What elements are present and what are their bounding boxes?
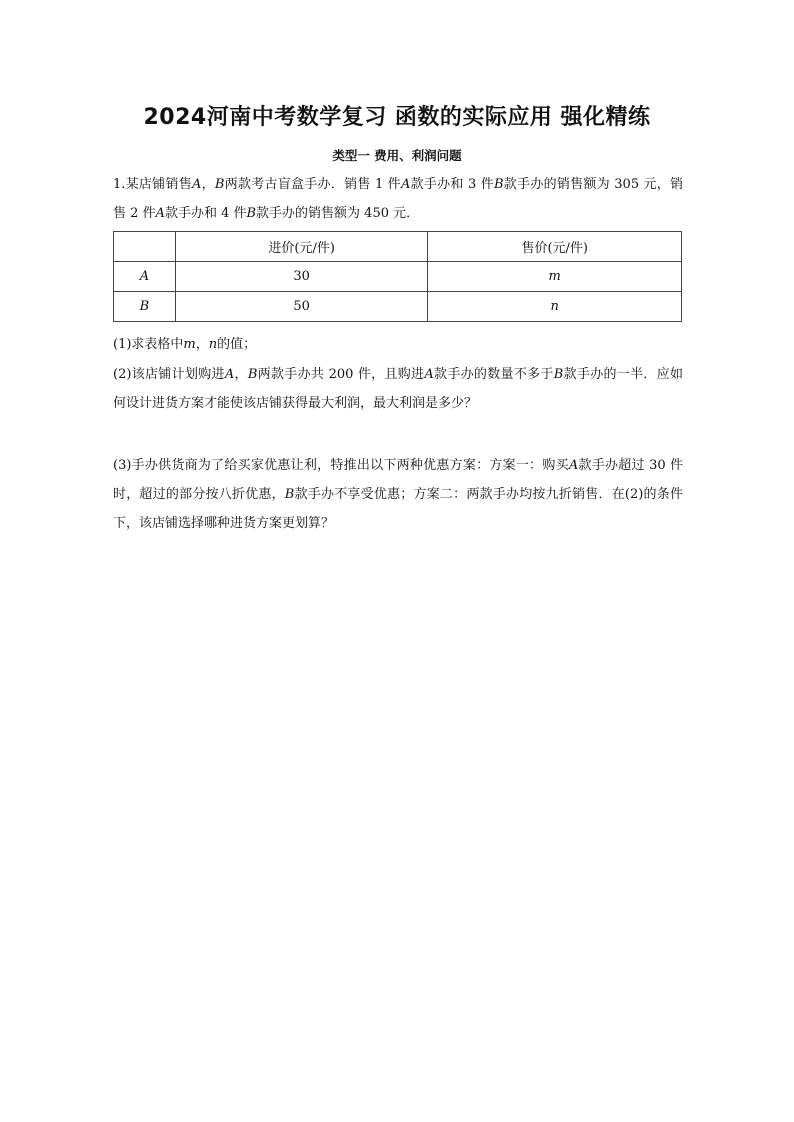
q2-text: 两款手办共 200 件，且购进 [257, 367, 425, 382]
q1-text: (1)求表格中 [113, 337, 184, 352]
variable-a: A [424, 367, 434, 382]
problem-intro [113, 170, 683, 228]
variable-b: B [284, 487, 295, 502]
row-label: B [114, 292, 176, 322]
cost-cell: 30 [175, 262, 428, 292]
q2-text: ， [234, 367, 248, 382]
row-label: A [114, 262, 176, 292]
table-row [114, 262, 682, 292]
variable-b: B [246, 206, 257, 221]
variable-b: B [214, 177, 225, 192]
q3-text: 款手办超过 30 件时，超过的部分按八折优惠， [113, 458, 684, 502]
price-cell: n [428, 292, 682, 322]
variable-n: n [208, 337, 218, 352]
q1-text: ， [195, 337, 209, 352]
question-3 [113, 451, 683, 538]
variable-a: A [568, 458, 579, 473]
q1-text: 的值； [217, 337, 257, 352]
intro-text: 款手办的销售额为 450 元． [256, 206, 420, 221]
price-table [113, 231, 682, 322]
variable-b: B [247, 367, 258, 382]
variable-m: m [183, 337, 196, 352]
question-1 [113, 330, 683, 359]
q2-text: 款手办的数量不多于 [433, 367, 554, 382]
section-heading: 类型一 费用、利润问题 [332, 148, 462, 163]
variable-a: A [155, 206, 165, 221]
intro-text: ， [201, 177, 215, 192]
intro-text: 两款考古盲盒手办．销售 1 件 [224, 177, 401, 192]
price-cell: m [428, 262, 682, 292]
q3-text: 款手办不享受优惠；方案二：两款手办均按九折销售．在(2)的条件下，该店铺选择哪种进货方案更划算？ [113, 487, 683, 531]
intro-text: 1.某店铺销售 [113, 177, 192, 192]
table-header-row [114, 232, 682, 262]
cost-cell: 50 [175, 292, 428, 322]
question-2 [113, 360, 683, 418]
document-title: 2024河南中考数学复习 函数的实际应用 强化精练 [143, 105, 651, 130]
variable-b: B [553, 367, 564, 382]
intro-text: 款手办和 3 件 [410, 177, 494, 192]
variable-a: A [224, 367, 235, 382]
table-header-corner [114, 232, 176, 262]
variable-b: B [493, 177, 504, 192]
variable-a: A [400, 177, 411, 192]
table-header-cost: 进价(元/件) [175, 232, 428, 262]
variable-a: A [191, 177, 202, 192]
intro-text: 款手办的销售额为 305 元，销售 2 件 [113, 177, 684, 221]
table-row [114, 292, 682, 322]
q2-text: 款手办的一半．应如何设计进货方案才能使该店铺获得最大利润，最大利润是多少？ [113, 367, 683, 411]
q3-text: (3)手办供货商为了给买家优惠让利，特推出以下两种优惠方案：方案一：购买 [113, 458, 569, 473]
table-header-price: 售价(元/件) [428, 232, 682, 262]
q2-text: (2)该店铺计划购进 [113, 367, 225, 382]
intro-text: 款手办和 4 件 [164, 206, 247, 221]
